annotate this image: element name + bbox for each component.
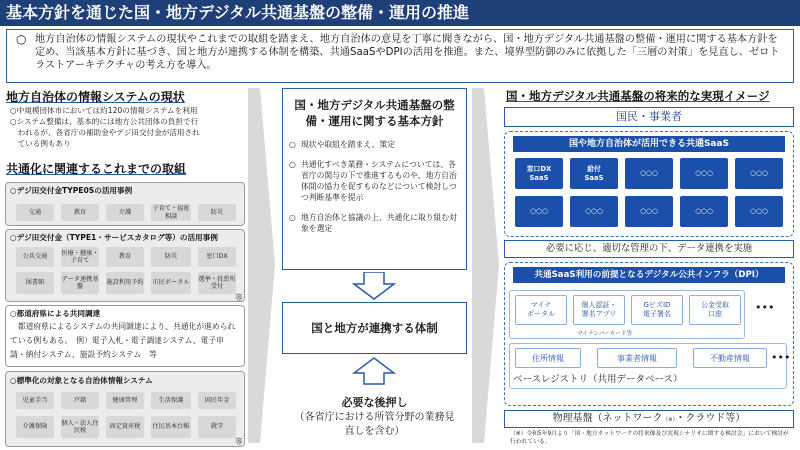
more-ellipsis: ••• <box>771 351 791 364</box>
policy-item <box>289 139 461 150</box>
right-chevron-arrow-right <box>472 88 500 443</box>
current-item: ている例もあり <box>10 139 71 148</box>
tag: 固定資産税 <box>106 416 144 438</box>
policy-item <box>289 159 461 203</box>
saas-tile: ○○○ <box>625 158 673 189</box>
joint-procurement-box <box>5 305 245 367</box>
footnote: （※）令和5年9月より「国・地方ネットワークの将来像及び実現シナリオに関する検討会」において検討が行われている。 <box>510 431 789 445</box>
etc-label: 等 <box>235 293 243 302</box>
tag: 健康管理 <box>106 392 144 409</box>
joint-line: 請・納付システム、施設予約システム 等 <box>10 350 157 359</box>
type0s-title: ○デジ田交付金TYPE0Sの活用事例 <box>10 186 133 195</box>
up-arrow-icon <box>352 357 396 385</box>
right-chevron-arrow-left <box>248 88 276 443</box>
tag: 介護保険 <box>16 416 54 438</box>
saas-tile: ○○○ <box>625 196 673 227</box>
standardization-title: ○標準化の対象となる自治体情報システム <box>10 376 153 385</box>
common-saas-title: 国や地方自治体が活用できる共通SaaS <box>513 136 785 152</box>
current-item: われるが、各省庁の補助金やデジ田交付金が活用され <box>10 128 200 137</box>
item-bullet: ○ <box>289 213 296 222</box>
tag: 国民年金 <box>198 392 236 409</box>
saas-tile: ○○○ <box>735 158 783 189</box>
type1-title: ○デジ田交付金（TYPE1・サービスカタログ等）の活用事例 <box>10 233 218 242</box>
dpi-tile: GビズID 電子署名 <box>631 295 683 325</box>
dpi-container <box>504 262 794 406</box>
saas-tile: 窓口DX SaaS <box>515 158 563 189</box>
physical-infra-label-end: ・クラウド等） <box>675 413 746 424</box>
joint-procurement-title: ○都道府県による共同調達 <box>10 309 101 318</box>
item-bullet: ○ <box>289 140 296 149</box>
etc-label: 等 <box>235 437 243 446</box>
current-status-heading: 地方自治体の情報システムの現状 <box>6 90 185 104</box>
collaboration-title: 国と地方が連携する体制 <box>311 321 438 335</box>
tag: 防災 <box>151 247 191 267</box>
policy-item <box>289 212 461 234</box>
push-subtitle: （各省庁における所管分野の業務見直しを含む） <box>294 412 455 437</box>
saas-tile: ○○○ <box>570 196 618 227</box>
type1-box <box>5 229 245 302</box>
standardization-box <box>5 371 245 447</box>
current-item: ○中規模団体市においては約120の情報システムを利用 <box>10 106 198 115</box>
tag: 公共交通 <box>16 247 54 267</box>
tag: 介護 <box>106 204 144 221</box>
tag: 児童手当 <box>16 392 54 409</box>
tag: 医療・健康・子育て <box>61 247 99 267</box>
base-registry-label: ベースレジストリ（共用データベース） <box>513 374 683 385</box>
tag: 図書館 <box>16 272 54 294</box>
data-linkage-box: 必要に応じ、適切な管理の下、データ連携を実施 <box>504 240 794 258</box>
tag: 子育て・福祉相談 <box>152 205 190 220</box>
saas-tile: ○○○ <box>680 158 728 189</box>
joint-procurement-text <box>10 320 244 362</box>
policy-item-text: 地方自治体と協議の上、共通化に取り組む対象を選定 <box>301 213 457 233</box>
registry-tile: 不動産情報 <box>693 348 767 368</box>
efforts-heading: 共通化に関連するこれまでの取組 <box>6 162 187 176</box>
policy-title: 国・地方デジタル共通基盤の整備・運用に関する基本方針 <box>294 98 455 128</box>
my-number-card-label: マイナンバーカード等 <box>577 331 633 337</box>
down-arrow-icon <box>352 272 396 300</box>
common-saas-container <box>504 131 794 237</box>
tag: 施設利用予約 <box>106 272 144 294</box>
current-item: ○システム整備は、基本的には地方公共団体の負担で行 <box>10 117 199 126</box>
tag: 防災 <box>198 204 236 221</box>
policy-items <box>289 139 461 234</box>
saas-tile: ○○○ <box>735 196 783 227</box>
current-status-list <box>10 105 255 149</box>
physical-infra-box <box>504 410 794 428</box>
summary-text: 地方自治体の情報システムの現状やこれまでの取組を踏まえ、地方自治体の意見を丁寧に聞きながら、国・地方デジタル共通基盤の整備・運用に関する基本方針を定め、当該基本方針に基づき、国と地方が連携する体制を構築、共通SaaSやDPIの活用を推進。また、境界型防御のみに依拠した「三層の対策」を見直し、ゼロトラストアーキテクチャの考え方を導入。 <box>35 34 780 71</box>
policy-item-text: 現状や取組を踏まえ、策定 <box>301 140 396 149</box>
push-title: 必要な後押し <box>341 396 408 409</box>
saas-tile: 給付 SaaS <box>570 158 618 189</box>
registry-tile: 事業者情報 <box>597 348 677 368</box>
tag: 就学 <box>198 416 236 438</box>
more-ellipsis: ••• <box>755 301 775 314</box>
tag: 生活保護 <box>151 392 191 409</box>
joint-line: 都道府県によるシステムの共同調達により、共通化が進められ <box>10 322 236 331</box>
dpi-tile: 公金受取 口座 <box>689 295 741 325</box>
saas-tile: ○○○ <box>680 196 728 227</box>
tag: 教育 <box>61 204 99 221</box>
future-image-heading: 国・地方デジタル共通基盤の将来的な実現イメージ <box>506 89 770 103</box>
dpi-tile: 個人認証・ 署名アプリ <box>573 295 625 325</box>
tag: 戸籍 <box>61 392 99 409</box>
dpi-tile: マイナ ポータル <box>515 295 567 325</box>
dpi-title: 共通SaaS利用の前提となるデジタル公共インフラ（DPI） <box>513 267 785 283</box>
tag: 選挙・投票所受付 <box>198 272 236 294</box>
tag: 交通 <box>16 204 54 221</box>
tag: 個人・法人住民税 <box>61 416 99 438</box>
page-title: 基本方針を通じた国・地方デジタル共通基盤の整備・運用の推進 <box>0 0 800 26</box>
tag: データ連携基盤 <box>61 272 99 294</box>
registry-tile: 住所情報 <box>515 348 581 368</box>
citizens-box: 国民・事業者 <box>504 107 794 127</box>
type0s-box <box>5 182 245 226</box>
tag: 住民基本台帳 <box>151 416 191 438</box>
policy-item-text: 共通化すべき業務・システムについては、各省庁の関与の下で推進するものや、地方自治体間の協力を促すものなどについて検討しつつ判断基準を提示 <box>301 160 457 202</box>
summary-bullet: ○ <box>16 32 27 46</box>
tag: 市民ポータル <box>151 272 191 294</box>
physical-infra-note-mark: （※） <box>662 417 676 423</box>
policy-box <box>282 88 467 270</box>
summary-box <box>6 29 794 83</box>
joint-line: ている例もある。 例）電子入札・電子調達システム、電子申 <box>10 336 224 345</box>
tag: 教育 <box>106 247 144 267</box>
item-bullet: ○ <box>289 160 296 169</box>
collaboration-box <box>282 302 467 354</box>
saas-tile: ○○○ <box>515 196 563 227</box>
physical-infra-label: 物理基盤（ネットワーク <box>552 413 663 424</box>
tag: 窓口DX <box>198 247 236 267</box>
